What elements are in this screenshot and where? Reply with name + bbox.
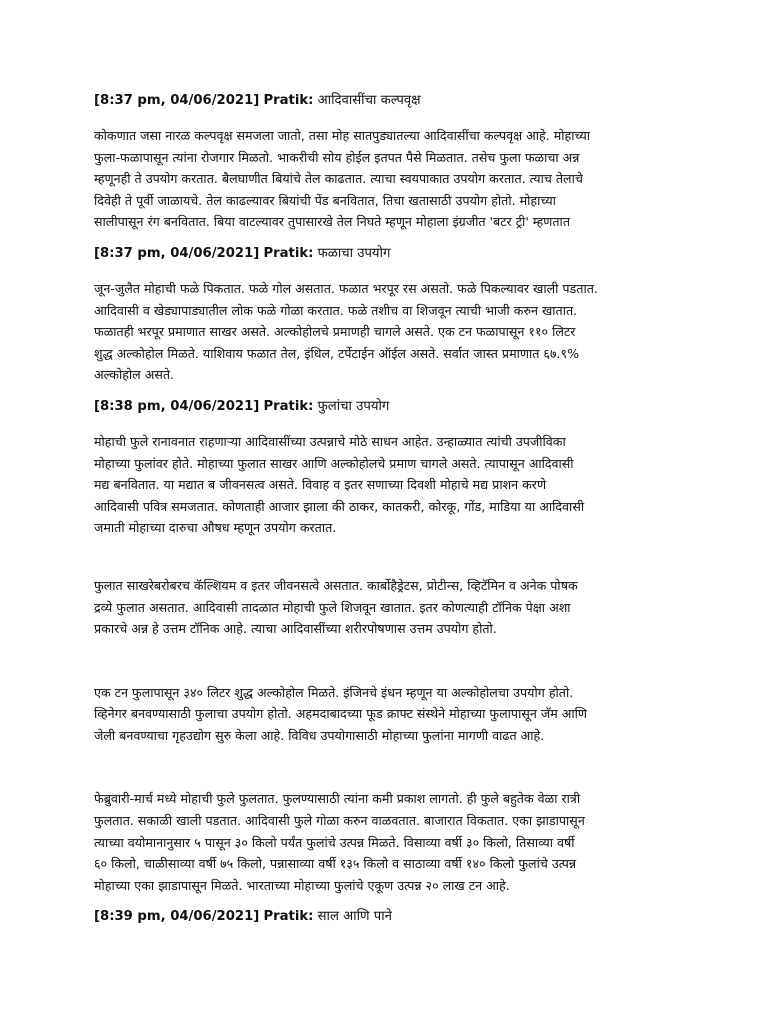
paragraph-line: फुलात साखरेबरोबरच कॅल्शियम व इतर जीवनसत्वे असतात. कार्बोहैड्रेटस, प्रोटीन्स, व्हिटॅमिन व अनेक पोषक [94, 577, 578, 593]
paragraph-line: मोहाच्या फुलांवर होते. मोहाच्या फुलात साखर आणि अल्कोहोलचे प्रमाण चागले असते. त्यापासून आदिवासी [94, 455, 574, 471]
section-title: फुलांचा उपयोग [317, 398, 390, 414]
paragraph [94, 278, 676, 386]
paragraph-line: फुलतात. सकाळी खाली पडतात. आदिवासी फुले गोळा करुन वाळवतात. बाजारात विकतात. एका झाडापासून [94, 813, 585, 829]
paragraph-line: शुद्ध अल्कोहोल मिळते. याशिवाय फळात तेल, इंधिल, टर्पेटाईन ऑईल असते. सर्वात जास्त प्रमाणात ६७.९% [94, 345, 580, 361]
paragraph-line: आदिवासी पवित्र समजतात. कोणताही आजार झाला की ठाकर, कातकरी, कोरकू, गोंड, माडिया या आदिवासी [94, 498, 585, 514]
paragraph-line: मोहाची फुले रानावनात राहणाऱ्या आदिवासींच्या उत्पन्नाचे मोठे साधन आहेत. उन्हाळ्यात त्यांची उपजीविका [94, 433, 566, 449]
paragraph-line: अल्कोहोल असते. [94, 367, 175, 383]
paragraph-line: जून-जुलैत मोहाची फळे पिकतात. फळे गोल असतात. फळात भरपूर रस असतो. फळे पिकल्यावर खाली पडतात. [94, 280, 598, 296]
paragraph-line: सालीपासून रंग बनवितात. बिया वाटल्यावर तुपासारखे तेल निघते म्हणून मोहाला इंग्रजीत 'बटर ट्री' म्हणतात [94, 214, 570, 230]
paragraph-line: व्हिनेगर बनवण्यासाठी फुलाचा उपयोग होतो. अहमदाबादच्या फूड क्राफ्ट संस्थेने मोहाच्या फुलापासून जॅम आणि [94, 706, 587, 722]
message-timestamp: [8:37 pm, 04/06/2021] [94, 245, 260, 261]
paragraph-line: जमाती मोहाच्या दारुचा औषध म्हणून उपयोग करतात. [94, 520, 337, 536]
paragraph-line: मोहाच्या एका झाडापासून मिळते. भारताच्या मोहाच्या फुलांचे एकूण उत्पन्न २० लाख टन आहे. [94, 877, 510, 893]
paragraph [94, 125, 676, 233]
paragraph-line: एक टन फुलापासून ३४० लिटर शुद्ध अल्कोहोल मिळते. इंजिनचे इंधन म्हणून या अल्कोहोलचा उपयोग होतो. [94, 684, 574, 700]
paragraph [94, 431, 676, 539]
paragraph-line: द्रव्ये फुलात असतात. आदिवासी तादळात मोहाची फुले शिजवून खातात. इतर कोणत्याही टॉनिक पेक्षा अशा [94, 599, 571, 615]
paragraph-line: फेब्रुवारी-मार्च मध्ये मोहाची फुले फुलतात. फुलण्यासाठी त्यांना कमी प्रकाश लागतो. ही फुले बहुतेक वेळा रात्री [94, 791, 581, 807]
message-author: Pratik: [263, 909, 314, 925]
message-header [94, 398, 676, 416]
paragraph-line: त्याच्या वयोमानानुसार ५ पासून ३० किलो पर्यंत फुलांचे उत्पन्न मिळते. विसाव्या वर्षी ३० किलो, तिसाव्या वर्षी [94, 834, 575, 850]
section-title: आदिवासींचा कल्पवृक्ष [317, 93, 421, 108]
paragraph-line: आदिवासी व खेड्यापाड्यातील लोक फळे गोळा करतात. फळे तशीच वा शिजवून त्याची भाजी करुन खातात. [94, 302, 578, 318]
message-timestamp: [8:39 pm, 04/06/2021] [94, 909, 260, 925]
message-timestamp: [8:37 pm, 04/06/2021] [94, 93, 260, 108]
paragraph-line: मद्य बनवितात. या मद्यात ब जीवनसत्व असते. विवाह व इतर सणाच्या दिवशी मोहाचे मद्य प्राशन करणे [94, 477, 547, 493]
paragraph-line: प्रकारचे अन्न हे उत्तम टॉनिक आहे. त्याचा आदिवासींच्या शरीरपोषणास उत्तम उपयोग होतो. [94, 621, 497, 637]
message-author: Pratik: [263, 93, 314, 108]
message-author: Pratik: [263, 245, 314, 261]
paragraph-line: ६० किलो, चाळीसाव्या वर्षी ७५ किलो, पन्नासाव्या वर्षी १३५ किलो व साठाव्या वर्षी १४० किलो फुलांचे उत्पन्न [94, 856, 577, 872]
message-timestamp: [8:38 pm, 04/06/2021] [94, 398, 260, 414]
section-title: फळाचा उपयोग [317, 245, 391, 261]
message-author: Pratik: [263, 398, 314, 414]
paragraph [94, 682, 676, 747]
paragraph [94, 575, 676, 640]
paragraph-line: फुला-फळापासून त्यांना रोजगार मिळतो. भाकरीची सोय होईल इतपत पैसे मिळतात. तसेच फुला फळाचा अन्न [94, 149, 580, 165]
paragraph-line: फळातही भरपूर प्रमाणात साखर असते. अल्कोहोलचे प्रमाणही चागले असते. एक टन फळापासून ११० लिटर [94, 324, 576, 340]
paragraph-line: दिवेही ते पूर्वी जाळायचे. तेल काढल्यावर बियांची पेंड बनवितात, तिचा खतासाठी उपयोग होतो. मोहाच्या [94, 192, 556, 208]
message-header [94, 92, 676, 110]
paragraph-line: जेली बनवण्याचा गृहउद्योग सुरु केला आहे. विविध उपयोगासाठी मोहाच्या फुलांना मागणी वाढत आहे. [94, 727, 545, 743]
paragraph [94, 788, 676, 896]
section-title: साल आणि पाने [317, 909, 392, 925]
message-header [94, 908, 676, 926]
paragraph-line: म्हणूनही ते उपयोग करतात. बैलघाणीत बियांचे तेल काढतात. त्याचा स्वयपाकात उपयोग करतात. त्याच तेलाचे [94, 171, 583, 187]
message-header [94, 245, 676, 263]
paragraph-line: कोकणात जसा नारळ कल्पवृक्ष समजला जातो, तसा मोह सातपुड्यातल्या आदिवासींचा कल्पवृक्ष आहे. मोहाच्या [94, 128, 591, 143]
